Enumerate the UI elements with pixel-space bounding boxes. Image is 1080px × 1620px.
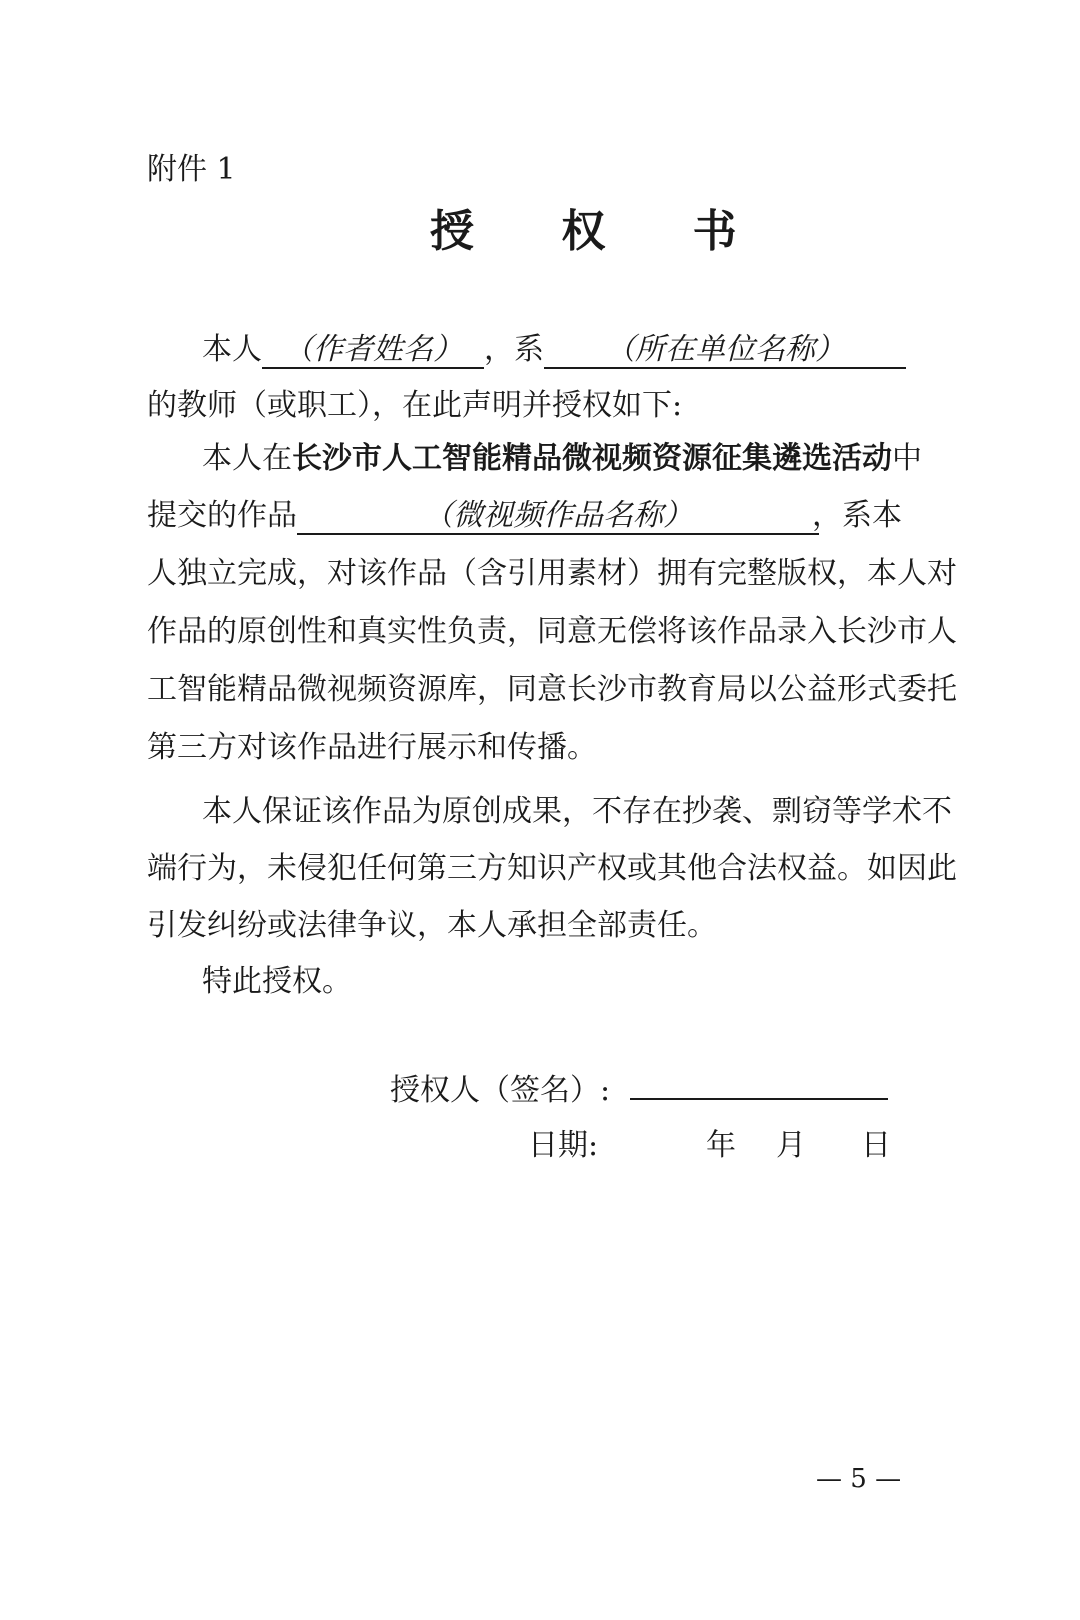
para3-line3: 引发纠纷或法律争议，本人承担全部责任。 (147, 908, 717, 943)
para2-l2-prefix: 提交的作品 (147, 498, 297, 533)
document-title: 授 权 书 (430, 206, 773, 257)
activity-name: 长沙市人工智能精品微视频资源征集遴选活动 (292, 441, 892, 476)
para2-l2-suffix: ，系本 (812, 498, 902, 533)
para2-line1 (202, 439, 922, 479)
para2-suffix: 中 (892, 441, 922, 476)
date-row (528, 1126, 891, 1166)
para2-line3: 人独立完成，对该作品（含引用素材）拥有完整版权，本人对 (147, 556, 957, 591)
date-label: 日期: (528, 1128, 599, 1163)
para3-line1: 本人保证该作品为原创成果，不存在抄袭、剽窃等学术不 (202, 794, 952, 829)
para2-prefix: 本人在 (202, 441, 292, 476)
para2-line4: 作品的原创性和真实性负责，同意无偿将该作品录入长沙市人 (147, 614, 957, 649)
para1-line2: 的教师（或职工），在此声明并授权如下: (147, 388, 683, 423)
signature-row (390, 1066, 888, 1106)
para2-line6: 第三方对该作品进行展示和传播。 (147, 730, 597, 765)
para1-line1 (202, 330, 906, 370)
date-year: 年 (706, 1128, 736, 1163)
unit-name-field: （所在单位名称） (544, 333, 906, 369)
para3-line2: 端行为，未侵犯任何第三方知识产权或其他合法权益。如因此 (147, 851, 957, 886)
para2-line5: 工智能精品微视频资源库，同意长沙市教育局以公益形式委托 (147, 672, 957, 707)
signature-line (630, 1066, 888, 1100)
author-name-field: （作者姓名） (262, 333, 484, 369)
work-name-field: （微视频作品名称） (297, 499, 819, 535)
date-day: 日 (861, 1128, 891, 1163)
date-month: 月 (776, 1128, 806, 1163)
signature-label: 授权人（签名）: (390, 1073, 611, 1108)
para2-line2 (147, 496, 902, 536)
para1-prefix: 本人 (202, 332, 262, 367)
attachment-label: 附件 1 (147, 152, 236, 187)
para4: 特此授权。 (202, 964, 352, 999)
para1-mid: ，系 (484, 332, 544, 367)
page-number: — 5 — (816, 1464, 902, 1494)
